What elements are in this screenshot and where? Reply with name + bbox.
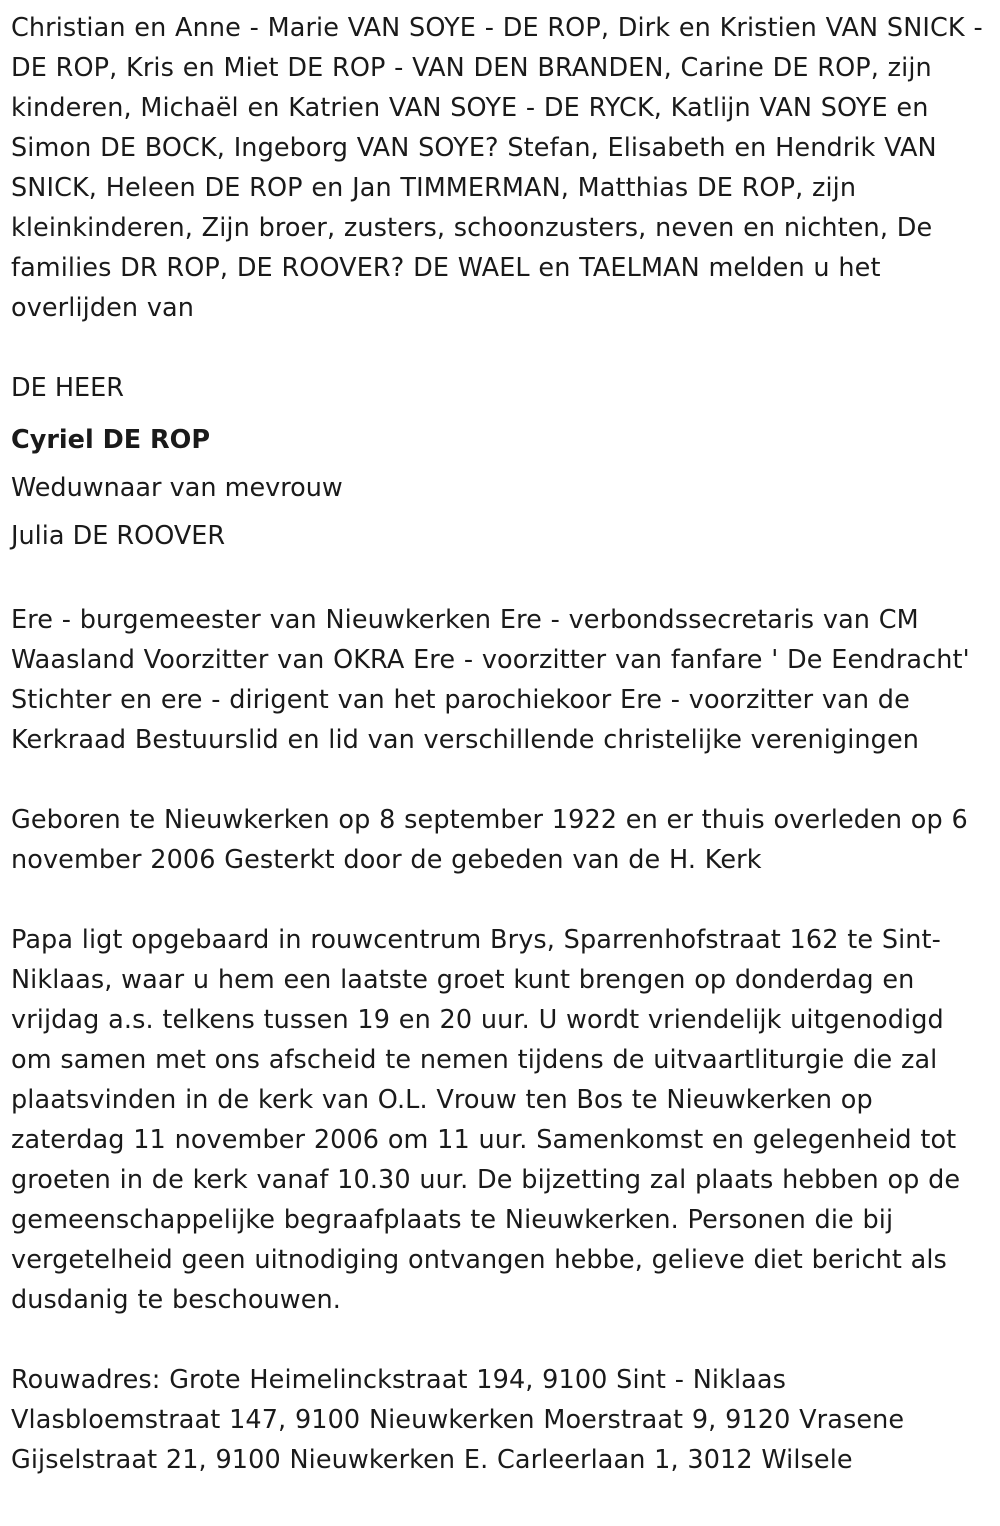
spouse-name: Julia DE ROOVER (11, 521, 226, 551)
spacer (11, 328, 990, 368)
titles-paragraph: Ere - burgemeester van Nieuwkerken Ere - verbondssecretaris van CM Waasland Voorzitter van OKRA Ere - voorzitter van fanfare ' De Eendracht' Stichter en ere - dirigent van het parochiekoor Ere - voorzitter van de Kerkraad Bestuurslid en lid van verschillende christelijke verenigingen (11, 605, 970, 755)
deceased-name: Cyriel DE ROP (11, 425, 211, 455)
addresses-paragraph: Rouwadres: Grote Heimelinckstraat 194, 9100 Sint - Niklaas Vlasbloemstraat 147, 9100 Nieuwkerken Moerstraat 9, 9120 Vrasene Gijselstraat 21, 9100 Nieuwkerken E. Carleerlaan 1, 3012 Wilsele (11, 1365, 905, 1475)
salutation: DE HEER (11, 373, 124, 403)
spacer (11, 760, 990, 800)
spacer (11, 1320, 990, 1360)
spacer (11, 560, 990, 600)
arrangements-paragraph: Papa ligt opgebaard in rouwcentrum Brys, Sparrenhofstraat 162 te Sint-Niklaas, waar u hem een laatste groet kunt brengen op donderdag en vrijdag a.s. telkens tussen 19 en 20 uur. U wordt vriendelijk uitgenodigd om samen met ons afscheid te nemen tijdens de uitvaartliturgie die zal plaatsvinden in de kerk van O.L. Vrouw ten Bos te Nieuwkerken op zaterdag 11 november 2006 om 11 uur. Samenkomst en gelegenheid tot groeten in de kerk vanaf 10.30 uur. De bijzetting zal plaats hebben op de gemeenschappelijke begraafplaats te Nieuwkerken. Personen die bij vergetelheid geen uitnodiging ontvangen hebbe, gelieve diet bericht als dusdanig te beschouwen. (11, 925, 961, 1315)
widower-line: Weduwnaar van mevrouw (11, 473, 343, 503)
birth-death-paragraph: Geboren te Nieuwkerken op 8 september 1922 en er thuis overleden op 6 november 2006 Gesterkt door de gebeden van de H. Kerk (11, 805, 968, 875)
intro-paragraph: Christian en Anne - Marie VAN SOYE - DE ROP, Dirk en Kristien VAN SNICK - DE ROP, Kris en Miet DE ROP - VAN DEN BRANDEN, Carine DE ROP, zijn kinderen, Michaël en Katrien VAN SOYE - DE RYCK, Katlijn VAN SOYE en Simon DE BOCK, Ingeborg VAN SOYE? Stefan, Elisabeth en Hendrik VAN SNICK, Heleen DE ROP en Jan TIMMERMAN, Matthias DE ROP, zijn kleinkinderen, Zijn broer, zusters, schoonzusters, neven en nichten, De families DR ROP, DE ROOVER? DE WAEL en TAELMAN melden u het overlijden van (11, 13, 983, 323)
spacer (11, 880, 990, 920)
